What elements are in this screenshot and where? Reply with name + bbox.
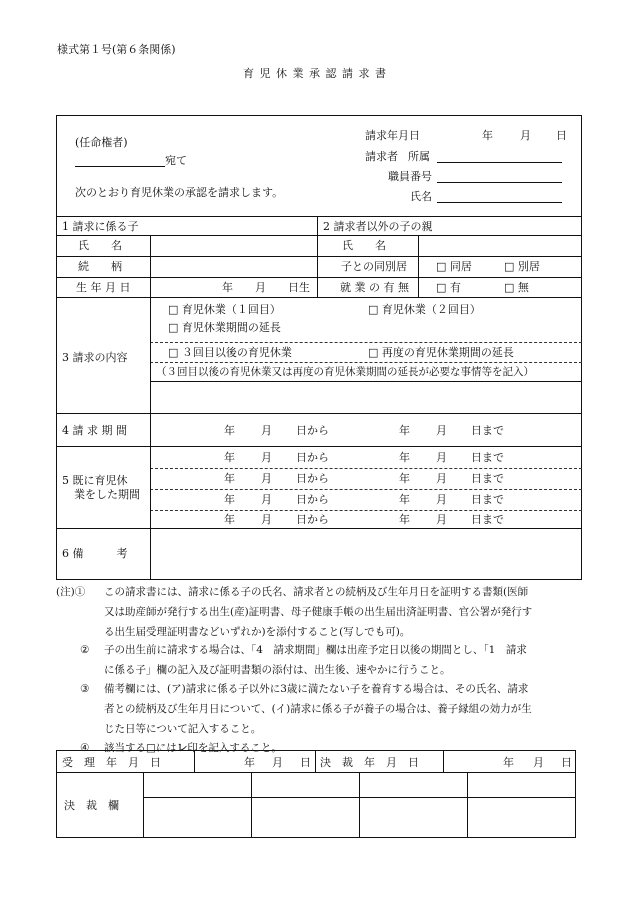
past-period-2-from-year: 年 — [224, 472, 235, 485]
past-period-1-to-year: 年 — [399, 451, 410, 464]
past-period-3-to-day: 日まで — [471, 493, 504, 506]
period-to-year: 年 — [399, 424, 410, 437]
employment-label: 就 業 の 有 無 — [340, 281, 409, 294]
name-label: 氏名 — [410, 190, 432, 203]
section3-label: 3 請求の内容 — [62, 351, 128, 364]
child-name-label: 氏 名 — [78, 239, 122, 252]
approval-cell-2-top[interactable] — [252, 773, 358, 797]
received-month: 月 — [272, 756, 283, 769]
decided-month: 月 — [533, 756, 544, 769]
approval-cell-2-bottom[interactable] — [252, 798, 358, 837]
employment-yes-checkbox[interactable]: □ 有 — [436, 281, 461, 294]
period-from-month: 月 — [261, 424, 272, 437]
note-2-line-1: 子の出生前に請求する場合は、「4 請求期間」欄は出産予定日以後の期間とし、「1 請求 — [104, 644, 527, 656]
addressee-field[interactable] — [75, 166, 165, 167]
approval-label: 決 裁 欄 — [64, 799, 119, 812]
page-title: 育 児 休 業 承 認 請 求 書 — [243, 67, 387, 80]
affiliation-field[interactable] — [437, 162, 562, 163]
requester-name-field[interactable] — [437, 202, 562, 203]
first-leave-checkbox[interactable]: □ 育児休業（１回目） — [168, 303, 281, 316]
employment-no-checkbox[interactable]: □ 無 — [504, 281, 529, 294]
note-1-line-3: る出生届受理証明書などいずれか)を添付すること(写しでも可)。 — [104, 626, 411, 638]
period-from-year: 年 — [224, 424, 235, 437]
note-2-mark: ② — [80, 644, 90, 656]
request-date-month: 月 — [520, 129, 531, 142]
staff-no-field[interactable] — [437, 182, 562, 183]
note-1-line-1: この請求書には、請求に係る子の氏名、請求者との続柄及び生年月日を証明する書類(医師 — [104, 586, 529, 598]
section2-heading: 2 請求者以外の子の親 — [323, 220, 433, 233]
cohabit-label: 子との同別居 — [341, 260, 407, 273]
addressee-suffix: 宛て — [165, 154, 187, 167]
second-leave-checkbox[interactable]: □ 育児休業（２回目） — [368, 303, 481, 316]
past-period-4-from-year: 年 — [224, 513, 235, 526]
approval-cell-4-top[interactable] — [468, 773, 575, 797]
note-3-line-1: 備考欄には、(ア)請求に係る子以外に3歳に満たない子を養育する場合は、その氏名、請求 — [104, 683, 529, 695]
other-parent-name-label: 氏 名 — [342, 239, 386, 252]
approval-cell-1-top[interactable] — [144, 773, 250, 797]
third-leave-checkbox[interactable]: □ ３回目以後の育児休業 — [168, 346, 292, 359]
section6-label: 6 備 考 — [62, 547, 128, 560]
child-birth-label: 生 年 月 日 — [76, 281, 131, 294]
note-3-line-3: じた日等について記入すること。 — [104, 723, 262, 735]
cohabit-separate-checkbox[interactable]: □ 別居 — [504, 260, 540, 273]
past-period-4-to-day: 日まで — [471, 513, 504, 526]
section5-label-line2: 業をした期間 — [74, 488, 140, 501]
period-from-day: 日から — [296, 424, 329, 437]
note-3-mark: ③ — [80, 683, 90, 695]
past-period-1-from-month: 月 — [261, 451, 272, 464]
section1-heading: 1 請求に係る子 — [62, 220, 139, 233]
request-date-label: 請求年月日 — [365, 129, 420, 142]
approval-cell-4-bottom[interactable] — [468, 798, 575, 837]
approval-cell-3-top[interactable] — [360, 773, 466, 797]
past-period-4-to-month: 月 — [436, 513, 447, 526]
received-day: 日 — [300, 756, 311, 769]
approval-cell-3-bottom[interactable] — [360, 798, 466, 837]
child-name-field[interactable] — [151, 236, 316, 256]
received-year: 年 — [244, 756, 255, 769]
staff-no-label: 職員番号 — [388, 170, 432, 183]
past-period-4-to-year: 年 — [399, 513, 410, 526]
check-mark-icon: レ — [176, 742, 188, 754]
past-period-2-from-month: 月 — [261, 472, 272, 485]
past-period-4-from-month: 月 — [261, 513, 272, 526]
section3-instruction: （３回目以後の育児休業又は再度の育児休業期間の延長が必要な事情等を記入） — [156, 366, 534, 378]
reextension-checkbox[interactable]: □ 再度の育児休業期間の延長 — [368, 346, 514, 359]
remarks-field[interactable] — [151, 529, 581, 579]
cohabit-together-checkbox[interactable]: □ 同居 — [436, 260, 472, 273]
received-date-label: 受 理 年 月 日 — [62, 756, 161, 769]
child-relation-label: 続 柄 — [78, 260, 122, 273]
child-birth-day: 日生 — [288, 281, 310, 294]
note-2-line-2: に係る子」欄の記入及び証明書類の添付は、出生後、速やかに行うこと。 — [104, 664, 451, 676]
child-relation-field[interactable] — [151, 257, 316, 277]
decided-date-label: 決 裁 年 月 日 — [320, 756, 419, 769]
past-period-1-to-month: 月 — [436, 451, 447, 464]
request-sentence: 次のとおり育児休業の承認を請求します。 — [75, 186, 284, 199]
requester-label: 請求者 — [365, 150, 398, 163]
past-period-2-to-year: 年 — [399, 472, 410, 485]
form-number: 様式第１号(第６条関係) — [57, 43, 176, 56]
section5-label-line1: 5 既に育児休 — [62, 474, 128, 487]
note-prefix: (注)① — [56, 586, 86, 598]
decided-day: 日 — [561, 756, 572, 769]
past-period-1-from-day: 日から — [296, 451, 329, 464]
past-period-3-to-month: 月 — [436, 493, 447, 506]
note-4-mark: ④ — [80, 742, 90, 754]
past-period-3-from-month: 月 — [261, 493, 272, 506]
extension-checkbox[interactable]: □ 育児休業期間の延長 — [168, 321, 281, 334]
past-period-2-to-month: 月 — [436, 472, 447, 485]
period-to-month: 月 — [436, 424, 447, 437]
section4-label: 4 請 求 期 間 — [62, 424, 127, 437]
past-period-1-from-year: 年 — [224, 451, 235, 464]
appointer-label: (任命権者) — [75, 136, 128, 149]
past-period-2-to-day: 日まで — [471, 472, 504, 485]
note-1-line-2: 又は助産師が発行する出生(産)証明書、母子健康手帳の出生届出済証明書、官公署が発行す — [104, 606, 533, 618]
affiliation-label: 所属 — [408, 150, 430, 163]
past-period-3-from-day: 日から — [296, 493, 329, 506]
child-birth-month: 月 — [255, 281, 266, 294]
past-period-1-to-day: 日まで — [471, 451, 504, 464]
circumstances-field[interactable] — [151, 382, 581, 412]
past-period-4-from-day: 日から — [296, 513, 329, 526]
approval-cell-1-bottom[interactable] — [144, 798, 250, 837]
other-parent-name-field[interactable] — [419, 236, 581, 256]
decided-year: 年 — [503, 756, 514, 769]
past-period-2-from-day: 日から — [296, 472, 329, 485]
child-birth-year: 年 — [222, 281, 233, 294]
past-period-3-from-year: 年 — [224, 493, 235, 506]
note-4-line-1: 該当する□にはレ印を記入すること。 — [104, 742, 282, 754]
request-date-day: 日 — [556, 129, 567, 142]
period-to-day: 日まで — [471, 424, 504, 437]
note-3-line-2: 者との続柄及び生年月日について、(イ)請求に係る子が養子の場合は、養子縁組の効力が生 — [104, 703, 532, 715]
request-date-year: 年 — [482, 129, 493, 142]
past-period-3-to-year: 年 — [399, 493, 410, 506]
